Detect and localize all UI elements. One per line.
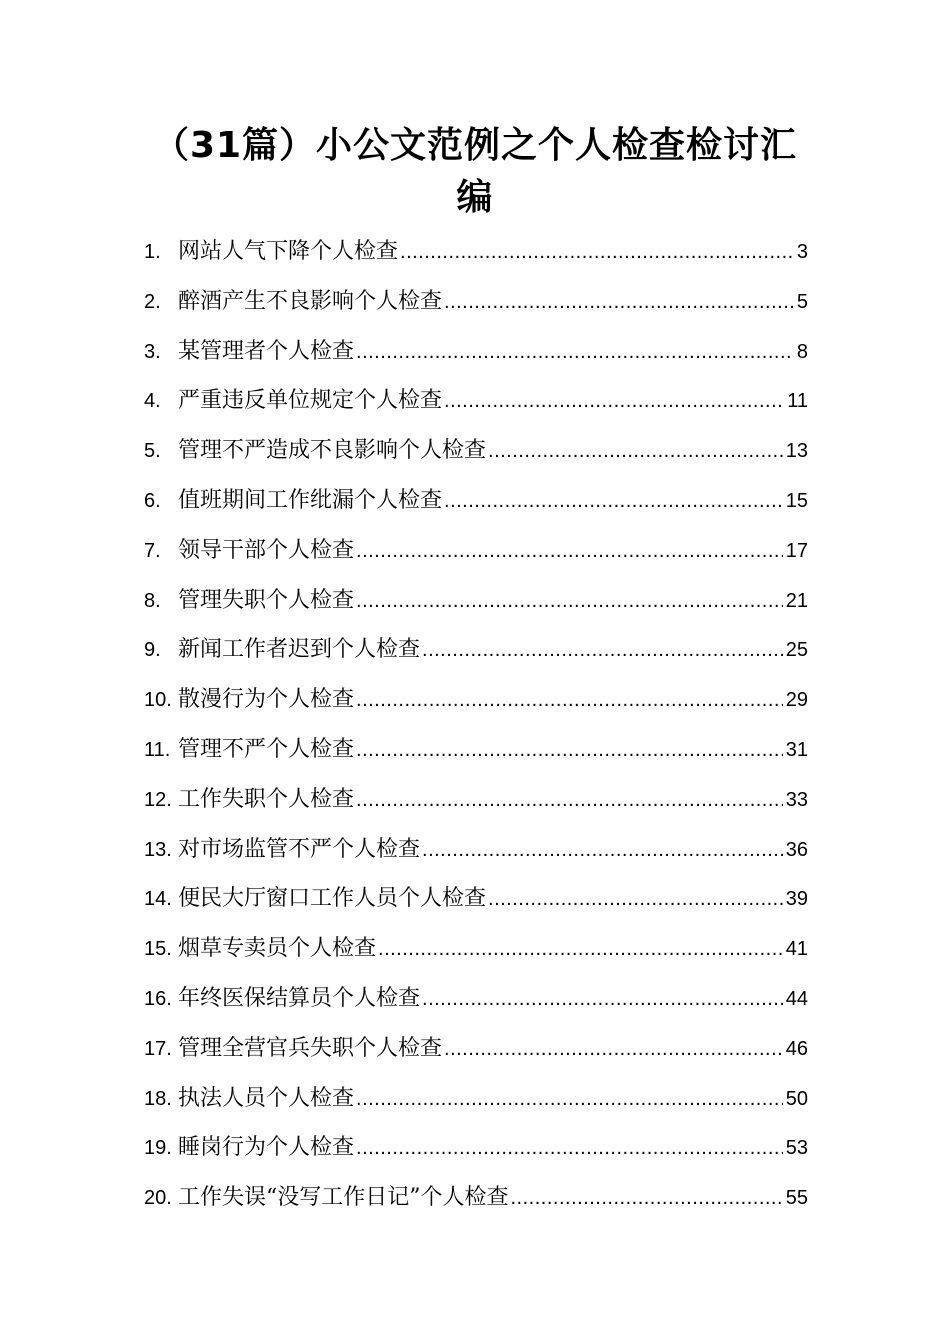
toc-entry-number: 1. <box>144 241 161 263</box>
toc-entry[interactable] <box>144 277 808 327</box>
toc-entry[interactable] <box>144 327 808 377</box>
toc-entry[interactable] <box>144 576 808 626</box>
table-of-contents <box>144 227 808 1223</box>
toc-entry-number: 11. <box>144 738 171 761</box>
toc-entry-title: 醉酒产生不良影响个人检查 <box>178 288 443 314</box>
toc-entry-page: 21 <box>785 589 808 612</box>
toc-entry-number: 16. <box>144 987 172 1010</box>
toc-entry-title: 执法人员个人检查 <box>178 1085 355 1111</box>
toc-entry-page: 46 <box>785 1037 808 1060</box>
toc-entry-page: 5 <box>796 290 808 313</box>
toc-entry[interactable] <box>144 625 808 675</box>
toc-entry-page: 33 <box>785 788 808 811</box>
toc-entry-title: 管理全营官兵失职个人检查 <box>178 1035 443 1061</box>
toc-entry-page: 29 <box>785 689 808 712</box>
toc-entry-title: 工作失误“没写工作日记”个人检查 <box>178 1185 509 1211</box>
toc-entry-page: 17 <box>785 539 808 562</box>
toc-entry[interactable] <box>144 227 808 277</box>
toc-entry[interactable] <box>144 1024 808 1074</box>
toc-dot-leader <box>422 826 783 876</box>
toc-entry-title: 新闻工作者迟到个人检查 <box>178 637 421 663</box>
toc-entry-title: 管理不严造成不良影响个人检查 <box>178 438 487 464</box>
toc-entry-page: 8 <box>796 340 808 363</box>
toc-entry[interactable] <box>144 974 808 1024</box>
toc-entry-number: 8. <box>144 589 161 612</box>
toc-entry-number: 18. <box>144 1087 172 1110</box>
toc-entry-title: 工作失职个人检查 <box>178 786 355 812</box>
toc-entry-title: 网站人气下降个人检查 <box>178 239 399 264</box>
toc-dot-leader <box>356 328 794 378</box>
toc-entry[interactable] <box>144 376 808 426</box>
toc-entry-number: 19. <box>144 1137 172 1160</box>
toc-entry-title: 管理不严个人检查 <box>178 736 355 762</box>
toc-entry-title: 严重违反单位规定个人检查 <box>178 388 443 414</box>
toc-dot-leader <box>356 1124 783 1174</box>
toc-dot-leader <box>400 228 794 278</box>
toc-dot-leader <box>422 975 783 1025</box>
toc-entry-title: 某管理者个人检查 <box>178 338 355 364</box>
toc-entry-page: 25 <box>785 639 808 662</box>
toc-entry-page: 41 <box>785 938 808 961</box>
toc-entry[interactable] <box>144 825 808 875</box>
toc-dot-leader <box>356 527 783 577</box>
toc-dot-leader <box>378 925 783 975</box>
toc-dot-leader <box>356 676 783 726</box>
toc-entry-page: 55 <box>785 1187 808 1210</box>
toc-dot-leader <box>444 278 794 328</box>
toc-entry-title: 年终医保结算员个人检查 <box>178 985 421 1011</box>
toc-entry-title: 便民大厅窗口工作人员个人检查 <box>178 886 487 912</box>
toc-entry-number: 2. <box>144 290 161 313</box>
toc-dot-leader <box>511 1174 783 1224</box>
toc-entry[interactable] <box>144 1123 808 1173</box>
toc-entry-page: 36 <box>785 838 808 861</box>
toc-entry-page: 11 <box>787 390 808 413</box>
toc-dot-leader <box>444 1025 783 1075</box>
toc-dot-leader <box>356 776 783 826</box>
toc-entry[interactable] <box>144 526 808 576</box>
toc-dot-leader <box>444 477 783 527</box>
toc-entry[interactable] <box>144 1074 808 1124</box>
toc-entry-number: 12. <box>144 788 172 811</box>
toc-entry-number: 5. <box>144 440 161 463</box>
toc-entry-title: 散漫行为个人检查 <box>178 687 355 713</box>
toc-entry-number: 14. <box>144 888 172 911</box>
toc-dot-leader <box>488 427 783 477</box>
toc-entry-page: 31 <box>785 738 808 761</box>
toc-entry-number: 15. <box>144 938 172 961</box>
toc-entry-number: 13. <box>144 838 172 861</box>
toc-entry[interactable] <box>144 476 808 526</box>
toc-entry-page: 50 <box>785 1087 808 1110</box>
toc-dot-leader <box>356 577 783 627</box>
toc-entry-number: 7. <box>144 539 161 562</box>
toc-entry-page: 53 <box>785 1137 808 1160</box>
toc-entry-page: 13 <box>785 440 808 463</box>
toc-entry[interactable] <box>144 675 808 725</box>
page-title: （31篇）小公文范例之个人检查检讨汇编 <box>152 125 798 218</box>
toc-entry-number: 9. <box>144 639 161 662</box>
toc-entry-number: 6. <box>144 489 161 512</box>
toc-entry-page: 15 <box>785 489 808 512</box>
toc-entry-page: 39 <box>785 888 808 911</box>
toc-entry-number: 3. <box>144 340 161 363</box>
toc-entry-page: 3 <box>796 241 808 263</box>
toc-dot-leader <box>444 377 784 427</box>
toc-entry[interactable] <box>144 1173 808 1223</box>
toc-entry-title: 领导干部个人检查 <box>178 537 355 563</box>
toc-entry[interactable] <box>144 725 808 775</box>
toc-dot-leader <box>422 626 783 676</box>
toc-entry-title: 管理失职个人检查 <box>178 587 355 613</box>
toc-dot-leader <box>356 726 783 776</box>
toc-entry-title: 烟草专卖员个人检查 <box>178 936 377 962</box>
toc-entry[interactable] <box>144 775 808 825</box>
toc-entry-title: 对市场监管不严个人检查 <box>178 836 421 862</box>
toc-entry-title: 睡岗行为个人检查 <box>178 1135 355 1161</box>
toc-dot-leader <box>488 875 783 925</box>
toc-dot-leader <box>356 1075 783 1125</box>
toc-entry-page: 44 <box>785 987 808 1010</box>
toc-entry-number: 17. <box>144 1037 172 1060</box>
toc-entry[interactable] <box>144 924 808 974</box>
toc-entry-number: 10. <box>144 689 172 712</box>
toc-entry-number: 20. <box>144 1187 172 1210</box>
toc-entry[interactable] <box>144 874 808 924</box>
toc-entry[interactable] <box>144 426 808 476</box>
toc-entry-title: 值班期间工作纰漏个人检查 <box>178 487 443 513</box>
toc-entry-number: 4. <box>144 390 161 413</box>
